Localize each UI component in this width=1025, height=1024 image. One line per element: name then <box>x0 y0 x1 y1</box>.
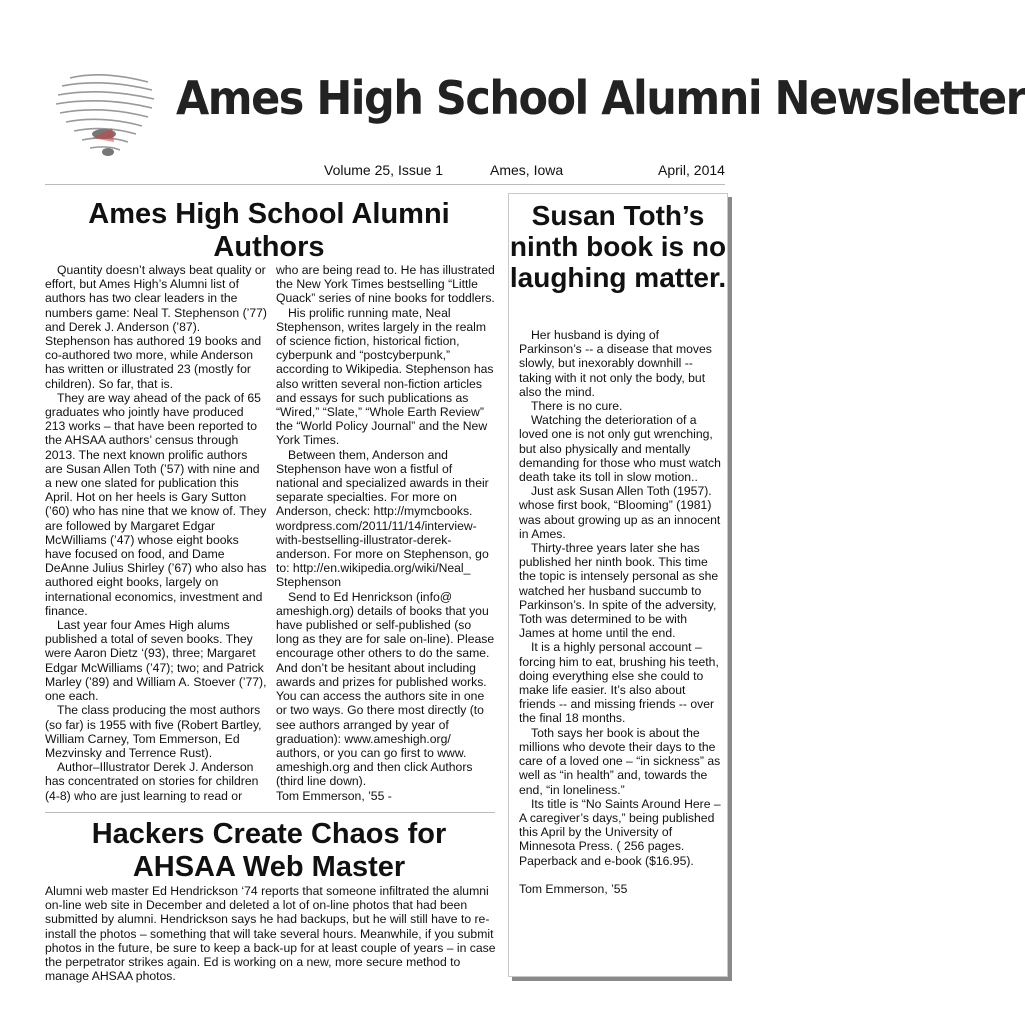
hackers-headline: Hackers Create Chaos for AHSAA Web Master <box>91 818 447 883</box>
hackers-body: Alumni web master Ed Hendrickson ‘74 reports that someone infiltrated the alumni on-line web site in December and deleted a lot of on-line photos that had been submitted by alumni. Hendrickson says he had backups, but he will still have to re-install the photos – something that will take several hours. Meanwhile, if you submit photos in the future, be sure to keep a back-up for at least couple of years – in case the perpetrator strikes again. Ed is working on a new, more secure method to manage AHSAA photos. <box>45 884 496 984</box>
sidebar-signature: Tom Emmerson, ’55 <box>519 881 628 896</box>
sidebar-paragraph: Just ask Susan Allen Toth (1957). whose first book, “Blooming” (1981) was about growing up as an innocent in Ames. <box>519 484 721 541</box>
sidebar-paragraph: Thirty-three years later she has published her ninth book. This time the topic is intensely personal as she watched her husband succumb to Parkinson’s. In spite of the adversity, Toth was determined to be with James at home until the end. <box>519 541 719 641</box>
section-divider <box>45 812 495 813</box>
authors-column-middle <box>276 263 496 803</box>
issue-volume: Volume 25, Issue 1 <box>324 162 444 178</box>
sidebar-paragraph: There is no cure. <box>531 399 623 414</box>
authors-column-left <box>45 263 267 803</box>
authors-paragraph: The class producing the most authors (so far) is 1955 with five (Robert Bartley, William Carney, Tom Emmerson, Ed Mezvinsky and Terrence Rust). <box>45 703 262 760</box>
authors-paragraph: Send to Ed Henrickson (info@ ameshigh.org) details of books that you have published or self-published (so long as they are for sale on-line). Please encourage other others to do the same. And don’t be hesitant about including awards and prizes for published works. You can access the authors site in one or two ways. Go there most directly (to see authors arranged by year of graduation): www.ameshigh.org/ authors, or you can go first to www. ameshigh.org and then click Authors (third line down). <box>276 589 495 789</box>
sidebar-paragraph: It is a highly personal account – forcing him to eat, brushing his teeth, doing everything else she could to make life easier. It’s also about friends -- and missing friends -- over the final 18 months. <box>519 640 719 726</box>
authors-paragraph: They are way ahead of the pack of 65 graduates who jointly have produced 213 works – that have been reported to the AHSAA authors’ census through 2013. The next known prolific authors are Susan Allen Toth (’57) with nine and a new one slated for publication this April. Hot on her heels is Gary Sutton (’60) who has nine that we know of. They are followed by Margaret Edgar McWilliams (’47) whose eight books have focused on food, and Dame DeAnne Julius Shirley (’67) who also has authored eight books, largely on international economics, investment and finance. <box>45 390 267 618</box>
authors-paragraph: His prolific running mate, Neal Stephenson, writes largely in the realm of science fiction, historical fiction, cyberpunk and “postcyberpunk,” according to Wikipedia. Stephenson has also written several non-fiction articles and essays for such publications as “Wired,” “Slate,” “Whole Earth Review” the “World Policy Journal” and the New York Times. <box>276 305 494 448</box>
sidebar-paragraph: Watching the deterioration of a loved one is not only gut wrenching, but also physically and mentally demanding for those who must watch death take its toll in slow motion.. <box>519 413 721 485</box>
sidebar-body <box>519 328 723 896</box>
sidebar-headline: Susan Toth’s ninth book is no laughing matter. <box>509 200 727 293</box>
authors-paragraph: Author–Illustrator Derek J. Anderson has concentrated on stories for children (4-8) who are just learning to read or <box>45 760 259 803</box>
authors-paragraph: Between them, Anderson and Stephenson have won a fistful of national and specialized awards in their separate specialties. For more on Anderson, check: http://mymcbooks. wordpress.com/2011/11/14/interview-with-bestselling-illustrator-derek-anderson. For more on Stephenson, go to: http://en.wikipedia.org/wiki/Neal_ Stephenson <box>276 447 489 590</box>
authors-headline: Ames High School Alumni Authors <box>88 198 450 263</box>
masthead-divider <box>45 184 725 185</box>
authors-paragraph: Quantity doesn’t always beat quality or effort, but Ames High’s Alumni list of authors has two clear leaders in the numbers game: Neal T. Stephenson (’77) and Derek J. Anderson (’87). Stephenson has authored 19 books and co-authored two more, while Anderson has written or illustrated 23 (mostly for children). So far, that is. <box>45 263 267 391</box>
sidebar-paragraph: Toth says her book is about the millions who devote their days to the care of a loved one – “in sickness” as well as “in health” and, towards the end, “in loneliness.” <box>519 725 721 797</box>
authors-paragraph: who are being read to. He has illustrated the New York Times bestselling “Little Quack” series of nine books for toddlers. <box>276 263 495 306</box>
toth-sidebar <box>508 193 728 977</box>
authors-paragraph: Last year four Ames High alums published a total of seven books. They were Aaron Dietz ‘(93), three; Margaret Edgar McWilliams (’47); two; and Patrick Marley (’89) and William A. Stoever (’77), one each. <box>45 618 267 704</box>
issue-date: April, 2014 <box>658 162 725 178</box>
ames-high-logo <box>52 68 164 168</box>
issue-location: Ames, Iowa <box>490 162 564 178</box>
newsletter-title: Ames High School Alumni Newsletter <box>176 72 1025 126</box>
authors-signature: Tom Emmerson, ’55 - <box>276 788 392 803</box>
sidebar-paragraph: Her husband is dying of Parkinson’s -- a disease that moves slowly, but inexorably downhill -- taking with it not only the body, but also the mind. <box>519 328 712 399</box>
sidebar-paragraph: Its title is “No Saints Around Here – A caregiver’s days,” being published this April by the University of Minnesota Press. ( 256 pages. Paperback and e-book ($16.95). <box>519 796 721 868</box>
